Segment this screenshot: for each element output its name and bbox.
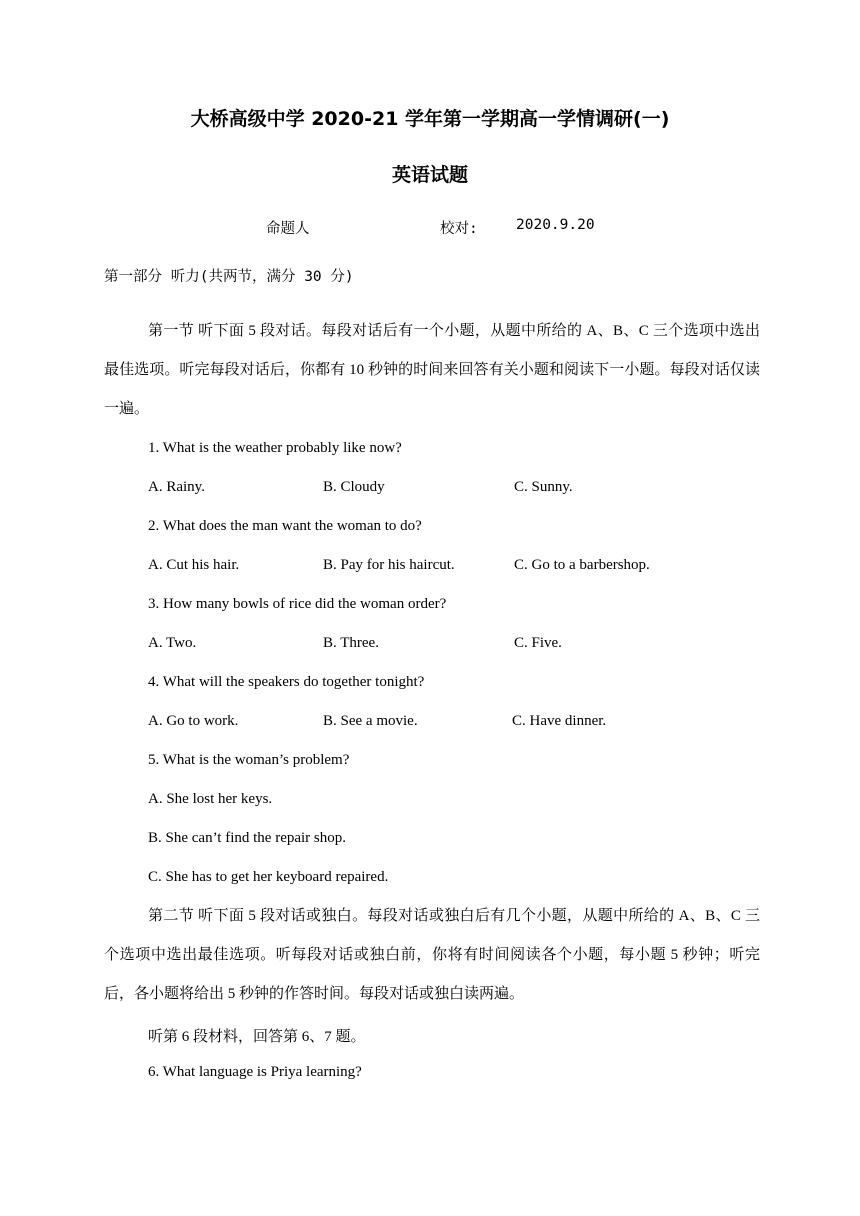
- q3-option-a: A. Two.: [148, 635, 197, 651]
- question-3: 3. How many bowls of rice did the woman order?: [148, 596, 447, 612]
- exam-title: 大桥高级中学 2020-21 学年第一学期高一学情调研(一): [190, 108, 670, 130]
- q1-option-a: A. Rainy.: [148, 479, 205, 495]
- author-label: 命题人: [266, 221, 310, 237]
- exam-subtitle: 英语试题: [391, 164, 468, 186]
- material-6-note: 听第 6 段材料，回答第 6、7 题。: [148, 1029, 366, 1045]
- part1-heading: 第一部分 听力(共两节，满分 30 分): [104, 269, 354, 285]
- q2-option-a: A. Cut his hair.: [148, 557, 240, 573]
- q2-option-b: B. Pay for his haircut.: [323, 557, 455, 573]
- question-2: 2. What does the man want the woman to do?: [148, 518, 422, 534]
- q2-option-c: C. Go to a barbershop.: [514, 557, 650, 573]
- q4-option-a: A. Go to work.: [148, 713, 239, 729]
- section2-instructions: 第二节 听下面 5 段对话或独白。每段对话或独白后有几个小题，从题中所给的 A、B、C 三个选项中选出最佳选项。听每段对话或独白前，你将有时间阅读各个小题，每小题 5 秒钟；听完后，各小题将给出 5 秒钟的作答时间。每段对话或独白读两遍。: [104, 908, 760, 1002]
- q3-option-c: C. Five.: [514, 635, 562, 651]
- checker-label: 校对:: [440, 221, 478, 237]
- q5-option-a: A. She lost her keys.: [148, 791, 273, 807]
- q1-option-b: B. Cloudy: [323, 479, 385, 495]
- question-1: 1. What is the weather probably like now?: [148, 440, 402, 456]
- q4-option-c: C. Have dinner.: [512, 713, 607, 729]
- q5-option-c: C. She has to get her keyboard repaired.: [148, 869, 389, 885]
- q1-option-c: C. Sunny.: [514, 479, 573, 495]
- exam-date: 2020.9.20: [516, 217, 595, 233]
- question-4: 4. What will the speakers do together tonight?: [148, 674, 425, 690]
- section1-instructions: 第一节 听下面 5 段对话。每段对话后有一个小题，从题中所给的 A、B、C 三个选项中选出最佳选项。听完每段对话后，你都有 10 秒钟的时间来回答有关小题和阅读下一小题。每段对话仅读一遍。: [104, 323, 760, 417]
- q4-option-b: B. See a movie.: [323, 713, 418, 729]
- question-5: 5. What is the woman’s problem?: [148, 752, 350, 768]
- q5-option-b: B. She can’t find the repair shop.: [148, 830, 347, 846]
- q3-option-b: B. Three.: [323, 635, 379, 651]
- question-6: 6. What language is Priya learning?: [148, 1064, 362, 1080]
